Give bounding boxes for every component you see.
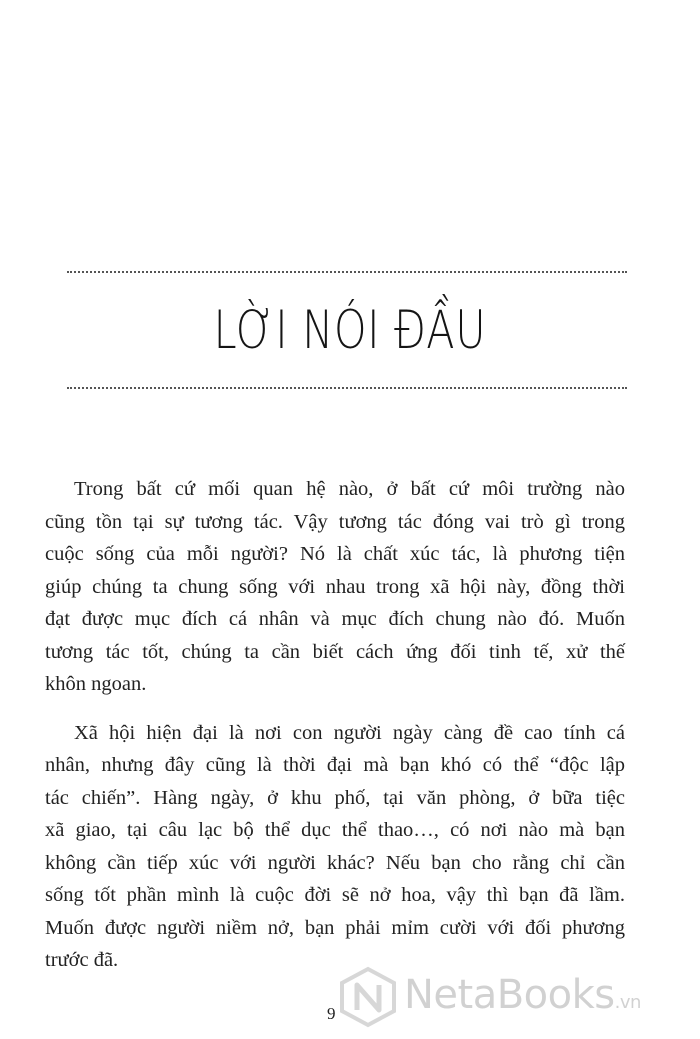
watermark (338, 966, 680, 1028)
text-line: khôn ngoan. (45, 673, 147, 695)
page-number: 9 (327, 1004, 336, 1023)
text-line: xã giao, tại câu lạc bộ thể dục thể thao…, có nơi nào mà bạn (45, 819, 625, 841)
text-line: sống tốt phần mình là cuộc đời sẽ nở hoa, vậy thì bạn đã lầm. (45, 884, 625, 906)
text-line: tương tác tốt, chúng ta cần biết cách ứng đối tinh tế, xử thế (45, 640, 625, 663)
text-line: đạt được mục đích cá nhân và mục đích chung nào đó. Muốn (45, 608, 625, 630)
paragraph-1 (45, 473, 625, 701)
text-line: Muốn được người niềm nở, bạn phải mỉm cười với đối phương (45, 916, 625, 939)
text-line: cuộc sống của mỗi người? Nó là chất xúc tác, là phương tiện (45, 543, 625, 565)
text-line: nhân, nhưng đây cũng là thời đại mà bạn khó có thể “độc lập (45, 754, 625, 776)
text-line: không cần tiếp xúc với người khác? Nếu bạn cho rằng chỉ cần (45, 851, 625, 874)
paragraph-2 (45, 717, 625, 977)
text-line: giúp chúng ta chung sống với nhau trong xã hội này, đồng thời (45, 575, 625, 598)
title-rule-bottom (67, 387, 627, 389)
text-line: cũng tồn tại sự tương tác. Vậy tương tác đóng vai trò gì trong (45, 510, 625, 533)
title-rule-top (67, 271, 627, 273)
text-line: trước đã. (45, 949, 119, 971)
watermark-brand: NetaBooks (404, 972, 615, 1018)
watermark-text (404, 972, 641, 1018)
body-text (45, 473, 625, 993)
chapter-title: LỜI NÓI ĐẦU (213, 300, 487, 361)
text-line: Trong bất cứ mối quan hệ nào, ở bất cứ môi trường nào (74, 478, 625, 500)
watermark-suffix: .vn (614, 992, 641, 1013)
text-line: tác chiến”. Hàng ngày, ở khu phố, tại văn phòng, ở bữa tiệc (45, 786, 625, 809)
netabooks-logo-icon (338, 966, 398, 1028)
text-line: Xã hội hiện đại là nơi con người ngày càng đề cao tính cá (74, 721, 625, 744)
